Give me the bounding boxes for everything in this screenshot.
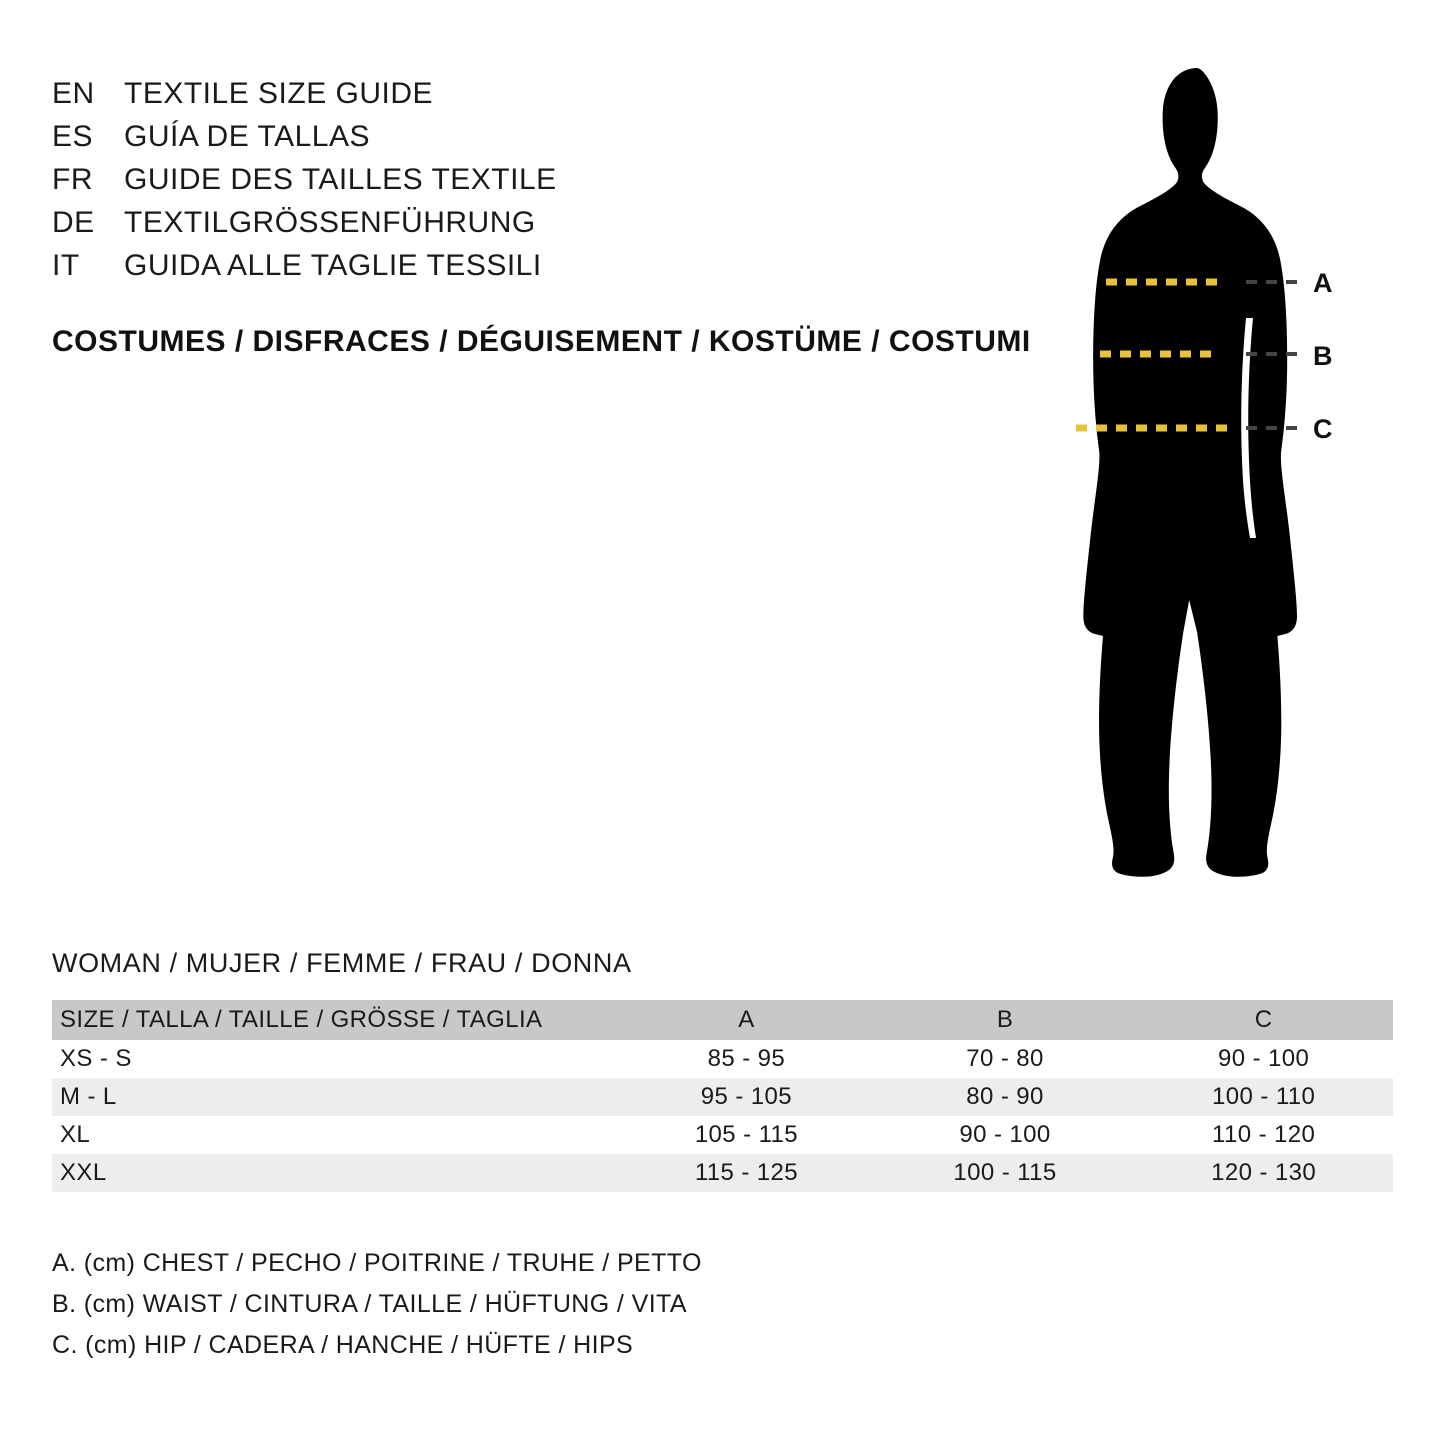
cell-size: XS - S bbox=[60, 1045, 132, 1072]
language-code: DE bbox=[52, 206, 95, 239]
table-header-a: A bbox=[617, 1000, 876, 1040]
table-row bbox=[52, 1040, 1393, 1078]
table-row bbox=[52, 1154, 1393, 1192]
language-row bbox=[52, 201, 1032, 244]
cell-c: 100 - 110 bbox=[1212, 1083, 1316, 1110]
costumes-heading: COSTUMES / DISFRACES / DÉGUISEMENT / KOSTÜME / COSTUMI bbox=[52, 325, 1031, 358]
language-code: EN bbox=[52, 77, 95, 110]
language-label: GUIDE DES TAILLES TEXTILE bbox=[124, 163, 557, 196]
language-row bbox=[52, 72, 1032, 115]
language-label: GUÍA DE TALLAS bbox=[124, 120, 370, 153]
table-header-b: B bbox=[876, 1000, 1135, 1040]
cell-b: 100 - 115 bbox=[953, 1159, 1057, 1186]
woman-silhouette-icon bbox=[1010, 60, 1390, 890]
size-table bbox=[52, 1000, 1393, 1192]
cell-size: XL bbox=[60, 1121, 91, 1148]
cell-a: 115 - 125 bbox=[694, 1159, 799, 1186]
cell-a: 85 - 95 bbox=[707, 1045, 786, 1072]
cell-size: M - L bbox=[60, 1083, 117, 1110]
language-row bbox=[52, 115, 1032, 158]
language-label: GUIDA ALLE TAGLIE TESSILI bbox=[124, 249, 542, 282]
language-code: ES bbox=[52, 120, 94, 153]
language-row bbox=[52, 158, 1032, 201]
cell-b: 80 - 90 bbox=[966, 1083, 1044, 1110]
cell-c: 120 - 130 bbox=[1211, 1159, 1317, 1186]
cell-c: 90 - 100 bbox=[1218, 1045, 1310, 1072]
cell-a: 105 - 115 bbox=[694, 1121, 799, 1148]
language-title-block bbox=[52, 72, 1032, 287]
marker-label-a: A bbox=[1313, 268, 1333, 298]
language-code: IT bbox=[52, 249, 80, 282]
marker-label-b: B bbox=[1313, 341, 1333, 371]
table-row bbox=[52, 1116, 1393, 1154]
measurement-legend bbox=[52, 1243, 702, 1366]
language-row bbox=[52, 244, 1032, 287]
legend-line-a: A. (cm) CHEST / PECHO / POITRINE / TRUHE / PETTO bbox=[52, 1249, 702, 1277]
table-row bbox=[52, 1078, 1393, 1116]
language-code: FR bbox=[52, 163, 93, 196]
cell-a: 95 - 105 bbox=[700, 1083, 793, 1110]
cell-c: 110 - 120 bbox=[1212, 1121, 1316, 1148]
cell-b: 90 - 100 bbox=[959, 1121, 1051, 1148]
table-section-title: WOMAN / MUJER / FEMME / FRAU / DONNA bbox=[52, 948, 632, 978]
measurement-figure bbox=[1010, 60, 1390, 890]
table-header-size: SIZE / TALLA / TAILLE / GRÖSSE / TAGLIA bbox=[52, 1000, 617, 1040]
legend-line-c: C. (cm) HIP / CADERA / HANCHE / HÜFTE / HIPS bbox=[52, 1331, 634, 1359]
marker-label-c: C bbox=[1313, 414, 1333, 444]
table-header-row bbox=[52, 1000, 1393, 1040]
cell-b: 70 - 80 bbox=[966, 1045, 1044, 1072]
table-header-c: C bbox=[1134, 1000, 1393, 1040]
legend-line-b: B. (cm) WAIST / CINTURA / TAILLE / HÜFTUNG / VITA bbox=[52, 1290, 687, 1318]
language-label: TEXTILGRÖSSENFÜHRUNG bbox=[124, 206, 536, 239]
cell-size: XXL bbox=[60, 1159, 107, 1186]
language-label: TEXTILE SIZE GUIDE bbox=[124, 77, 434, 110]
